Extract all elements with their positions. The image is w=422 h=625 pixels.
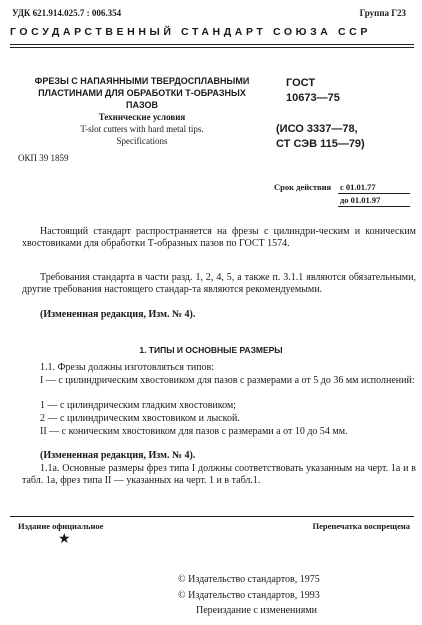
validity-divider (338, 193, 410, 194)
title-ru-line: ФРЕЗЫ С НАПАЯННЫМИ ТВЕРДОСПЛАВНЫМИ (34, 76, 250, 86)
subtitle: Технические условия (98, 112, 186, 122)
gost-label: ГОСТ (286, 77, 316, 89)
okp-code: ОКП 39 1859 (18, 153, 69, 163)
header-rule-top (10, 44, 414, 45)
iso-line: СТ СЭВ 115—79) (276, 138, 365, 150)
variant-2: 2 — с цилиндрическим хвостовиком и лыской. (40, 413, 240, 424)
validity-label: Срок действия (274, 182, 332, 192)
star-icon: ★ (58, 532, 71, 547)
copyright-1975: © Издательство стандартов, 1975 (178, 574, 320, 585)
section-title: 1. ТИПЫ И ОСНОВНЫЕ РАЗМЕРЫ (139, 345, 283, 355)
gost-number (286, 76, 340, 106)
gost-code: 10673—75 (286, 92, 340, 104)
footer-rule (10, 516, 414, 517)
reissue-note: Переиздание с изменениями (196, 605, 318, 616)
validity-underline (338, 206, 410, 207)
title-en-line: T-slot cutters with hard metal tips. (80, 124, 204, 134)
validity-from: с 01.01.77 (340, 182, 376, 192)
validity-to: до 01.01.97 (340, 195, 381, 205)
variant-1: 1 — с цилиндрическим гладким хвостовиком; (40, 400, 237, 411)
intro-paragraph-1: Настоящий стандарт распространяется на фрезы с цилиндри-ческим и коническим хвостовиками для обработки Т-образных пазов по ГОСТ 1574. (22, 226, 416, 250)
intro-paragraph-2: Требования стандарта в части разд. 1, 2, 4, 5, а также п. 3.1.1 являются обязательными, другие требования настоящего стандар-та являются рекомендуемыми. (22, 272, 416, 296)
section-amendment: (Измененная редакция, Изм. № 4). (40, 450, 196, 461)
reprint-forbidden: Перепечатка воспрещена (312, 521, 410, 531)
title-english (18, 124, 266, 147)
state-standard-banner: ГОСУДАРСТВЕННЫЙ СТАНДАРТ СОЮЗА ССР (10, 26, 371, 38)
title-en-line: Specifications (116, 135, 168, 146)
official-edition: Издание официальное (18, 521, 104, 531)
clause-1-1: 1.1. Фрезы должны изготовляться типов: (40, 362, 215, 373)
udk-code: УДК 621.914.025.7 : 006.354 (12, 8, 122, 18)
copyright-1993: © Издательство стандартов, 1993 (178, 590, 320, 601)
type-ii-description: II — с коническим хвостовиком для пазов с размерами a от 10 до 54 мм. (40, 426, 348, 437)
iso-line: (ИСО 3337—78, (276, 123, 358, 135)
title-ru-line: ПЛАСТИНАМИ ДЛЯ ОБРАБОТКИ Т-ОБРАЗНЫХ (38, 88, 246, 98)
iso-reference (276, 122, 365, 152)
intro-amendment: (Измененная редакция, Изм. № 4). (40, 309, 196, 320)
clause-1-1a: 1.1а. Основные размеры фрез типа I должны соответствовать указанным на черт. 1а и в табл. 1а, фрез типа II — указанных на черт. 1 и в табл.1. (22, 463, 416, 487)
title-russian (18, 75, 266, 111)
type-i-description: I — с цилиндрическим хвостовиком для пазов с размерами a от 5 до 36 мм исполнений: (40, 375, 415, 386)
group-code: Группа Г23 (359, 8, 406, 18)
title-ru-line: ПАЗОВ (126, 100, 158, 110)
header-rule-bottom (10, 47, 414, 48)
